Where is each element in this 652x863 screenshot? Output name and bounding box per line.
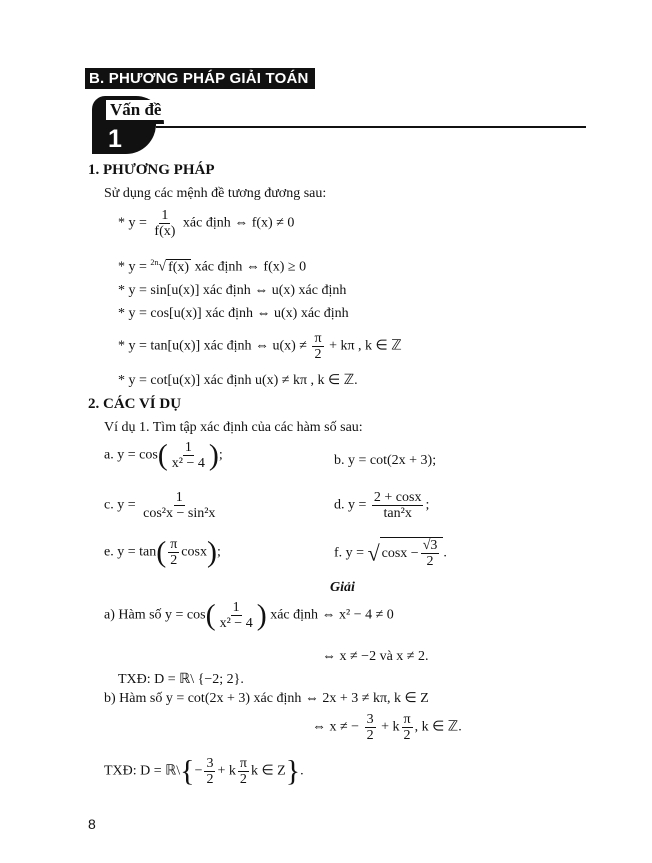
example-c-fraction bbox=[141, 490, 217, 521]
example-c-num: 1 bbox=[175, 490, 183, 505]
example-f-num: √3 bbox=[422, 538, 438, 553]
solution-b-l2-tail: , k ∈ ℤ. bbox=[414, 719, 462, 735]
example-a-den: x² − 4 bbox=[171, 456, 205, 471]
example-f: f. y = √ cosx − $\frac{√3}{2}$ . bbox=[334, 538, 447, 569]
example-d-num: 2 + cosx bbox=[373, 490, 422, 505]
example-f-den: 2 bbox=[426, 554, 434, 569]
solution-b-txd-frac1 bbox=[204, 756, 215, 787]
example-e-tail: ; bbox=[216, 544, 221, 560]
rule-1-tail: xác định ⇔ f(x) ≠ 0 bbox=[182, 215, 295, 231]
solution-b-txd-num2: π bbox=[239, 756, 247, 771]
page-number: 8 bbox=[88, 816, 96, 832]
solution-b-txd-frac2 bbox=[238, 756, 249, 787]
example-a: a. y = cos( $\frac{1}{\text{x² − 4}}$ ); bbox=[104, 438, 223, 472]
part1-title: 1. PHƯƠNG PHÁP bbox=[88, 162, 215, 178]
solution-b-line1: b) Hàm số y = cot(2x + 3) xác định ⇔ 2x + 3 ≠ kπ, k ∈ Z bbox=[104, 691, 429, 706]
example-a-lead: a. y = cos bbox=[104, 447, 158, 463]
example-intro: Ví dụ 1. Tìm tập xác định của các hàm số sau: bbox=[104, 420, 363, 435]
solution-b-txd-den1: 2 bbox=[206, 772, 214, 787]
rule-4: * y = cos[u(x)] xác định ⇔ u(x) xác định bbox=[118, 306, 349, 321]
example-f-lead: f. y = bbox=[334, 545, 365, 561]
example-f-inside: cosx − bbox=[381, 545, 419, 561]
rule-5-lead: * y = tan[u(x)] xác định ⇔ u(x) ≠ bbox=[118, 338, 307, 354]
solution-b-l2-frac2 bbox=[402, 712, 413, 743]
solution-b-l2-num1: 3 bbox=[366, 712, 374, 727]
rule-2-radicand: f(x) bbox=[168, 259, 190, 275]
solution-a-den: x² − 4 bbox=[219, 616, 253, 631]
example-a-num: 1 bbox=[184, 440, 192, 455]
rule-5-fraction bbox=[312, 331, 323, 362]
solution-b-txd-mid: + k bbox=[217, 763, 236, 779]
solution-b-txd: TXĐ: D = ℝ\{− $\frac{3}{2}$ + k $\frac{\pi}{2}$ k ∈ Z}. bbox=[104, 754, 304, 788]
example-f-tail: . bbox=[443, 545, 447, 561]
solution-title: Giải bbox=[330, 580, 355, 595]
solution-a-num: 1 bbox=[232, 600, 240, 615]
example-a-tail: ; bbox=[218, 447, 223, 463]
rule-5-num: π bbox=[314, 331, 322, 346]
solution-b-l2-den1: 2 bbox=[366, 728, 374, 743]
solution-b-l2-den2: 2 bbox=[403, 728, 411, 743]
solution-a-tail: xác định ⇔ x² − 4 ≠ 0 bbox=[270, 607, 394, 623]
solution-b-txd-tail: k ∈ Z bbox=[250, 763, 286, 779]
solution-a-lead: a) Hàm số y = cos bbox=[104, 607, 206, 623]
example-d-den: tan²x bbox=[383, 506, 412, 521]
solution-b-l2-num2: π bbox=[403, 712, 411, 727]
rule-2-root-index: 2n bbox=[150, 258, 159, 267]
problem-banner bbox=[86, 96, 586, 154]
solution-a-fraction bbox=[218, 600, 255, 631]
rule-1-num: 1 bbox=[161, 208, 169, 223]
example-c bbox=[104, 490, 219, 521]
rule-6: * y = cot[u(x)] xác định u(x) ≠ kπ , k ∈ ℤ. bbox=[118, 373, 358, 388]
solution-b-line2 bbox=[312, 712, 462, 743]
rule-1 bbox=[118, 208, 294, 239]
rule-1-lead: * y = bbox=[118, 215, 147, 231]
solution-b-l2-lead: ⇔ x ≠ − bbox=[312, 719, 360, 735]
rule-3: * y = sin[u(x)] xác định ⇔ u(x) xác định bbox=[118, 283, 347, 298]
example-e-lead: e. y = tan bbox=[104, 544, 157, 560]
example-c-lead: c. y = bbox=[104, 497, 136, 513]
solution-a-line2: ⇔ x ≠ −2 và x ≠ 2. bbox=[322, 649, 429, 664]
problem-rule bbox=[156, 126, 586, 128]
rule-5-den: 2 bbox=[314, 347, 322, 362]
example-d bbox=[334, 490, 429, 521]
example-b: b. y = cot(2x + 3); bbox=[334, 453, 437, 468]
example-e: e. y = tan( $\frac{\pi}{2}$ cosx); bbox=[104, 535, 221, 569]
example-f-fraction bbox=[421, 538, 440, 569]
example-a-fraction bbox=[170, 440, 207, 471]
example-d-fraction bbox=[372, 490, 424, 521]
example-e-fraction bbox=[168, 537, 179, 568]
example-e-num: π bbox=[170, 537, 178, 552]
example-d-tail: ; bbox=[425, 497, 430, 513]
solution-b-l2-mid: + k bbox=[381, 719, 400, 735]
rule-5 bbox=[118, 331, 402, 362]
rule-2: * y = $^{2n}$√ f(x) xác định ⇔ f(x) ≥ 0 bbox=[118, 258, 307, 275]
problem-number-box bbox=[92, 124, 156, 154]
example-c-den: cos²x − sin²x bbox=[143, 506, 216, 521]
part1-intro: Sử dụng các mệnh đề tương đương sau: bbox=[104, 186, 327, 201]
solution-b-txd-num1: 3 bbox=[206, 756, 214, 771]
example-f-radicand bbox=[380, 537, 444, 569]
part2-title: 2. CÁC VÍ DỤ bbox=[88, 396, 182, 412]
problem-label: Vấn đề bbox=[106, 100, 167, 120]
rule-2-lead: * y = bbox=[118, 259, 147, 275]
problem-number: 1 bbox=[108, 125, 122, 153]
rule-5-tail: + kπ , k ∈ ℤ bbox=[329, 338, 402, 354]
example-d-lead: d. y = bbox=[334, 497, 367, 513]
example-e-after: cosx bbox=[181, 544, 207, 560]
rule-1-den: f(x) bbox=[154, 224, 176, 239]
section-heading: B. PHƯƠNG PHÁP GIẢI TOÁN bbox=[85, 68, 315, 89]
rule-1-fraction bbox=[152, 208, 177, 239]
solution-b-txd-den2: 2 bbox=[239, 772, 247, 787]
solution-b-l2-frac1 bbox=[365, 712, 376, 743]
example-e-den: 2 bbox=[170, 553, 178, 568]
solution-a-line1: a) Hàm số y = cos( $\frac{1}{\text{x² − 4}}$ ) xác định ⇔ x² − 4 ≠ 0 bbox=[104, 598, 394, 632]
solution-a-txd: TXĐ: D = ℝ\ {−2; 2}. bbox=[118, 672, 244, 687]
rule-2-tail: xác định ⇔ f(x) ≥ 0 bbox=[194, 259, 307, 275]
solution-b-txd-lead: TXĐ: D = ℝ\ bbox=[104, 763, 181, 779]
